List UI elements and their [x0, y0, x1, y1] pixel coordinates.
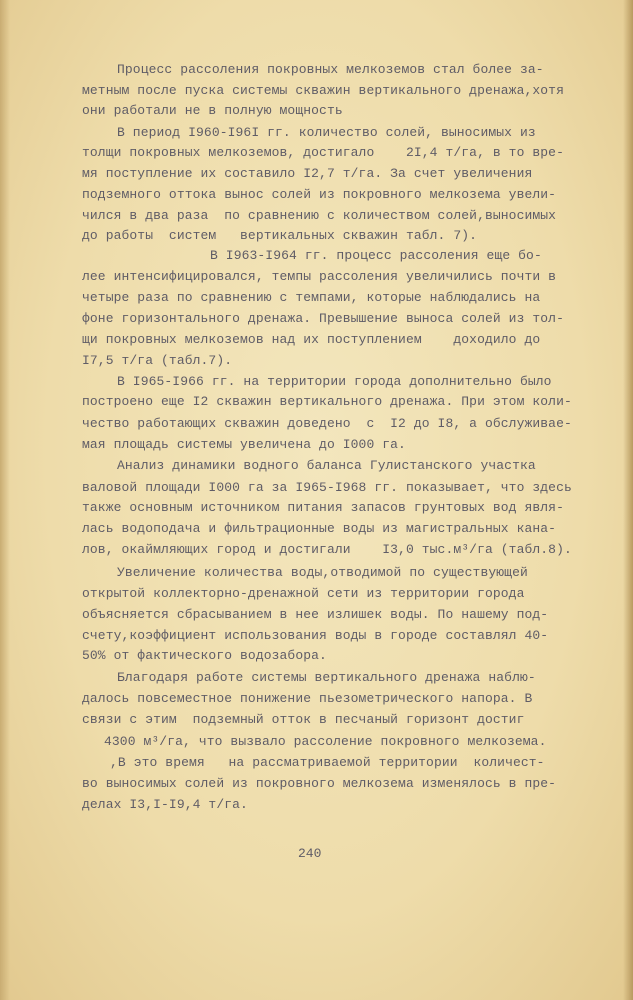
text-line: лее интенсифицировался, темпы рассоления увеличились почти в: [82, 269, 557, 284]
text-line: во выносимых солей из покровного мелкозема изменялось в пре-: [82, 776, 557, 791]
text-line: фоне горизонтального дренажа. Превышение выноса солей из тол-: [82, 311, 564, 326]
text-line: далось повсеместное понижение пьезометрического напора. В: [82, 691, 533, 706]
text-line: объясняется сбрасыванием в нее излишек воды. По нашему под-: [82, 607, 549, 622]
text-line: валовой площади I000 га за I965-I968 гг. показывает, что здесь: [82, 480, 572, 495]
text-line: ,В это время на рассматриваемой территории количест-: [110, 755, 545, 770]
text-line: открытой коллекторно-дренажной сети из территории города: [82, 586, 525, 601]
text-line: также основным источником питания запасов грунтовых вод явля-: [82, 500, 564, 515]
text-line: Процесс рассоления покровных мелкоземов стал более за-: [117, 62, 544, 77]
text-line: до работы систем вертикальных скважин табл. 7).: [82, 228, 478, 243]
text-line: В I963-I964 гг. процесс рассоления еще бо-: [210, 248, 542, 263]
text-line: связи с этим подземный отток в песчаный горизонт достиг: [82, 712, 525, 727]
text-line: 50% от фактического водозабора.: [82, 648, 327, 663]
text-line: Увеличение количества воды,отводимой по существующей: [117, 565, 528, 580]
text-line: Благодаря работе системы вертикального дренажа наблю-: [117, 670, 536, 685]
text-line: толщи покровных мелкоземов, достигало 2I,4 т/га, в то вре-: [82, 145, 564, 160]
text-line: чество работающих скважин доведено с I2 до I8, а обслуживае-: [82, 416, 572, 431]
page-edge-left: [0, 0, 10, 1000]
text-line: делах I3,I-I9,4 т/га.: [82, 797, 248, 812]
text-line: счету,коэффициент использования воды в городе составлял 40-: [82, 628, 549, 643]
text-line: метным после пуска системы скважин вертикального дренажа,хотя: [82, 83, 564, 98]
text-line: построено еще I2 скважин вертикального дренажа. При этом коли-: [82, 394, 572, 409]
text-line: мая площадь системы увеличена до I000 га.: [82, 437, 406, 452]
text-line: Анализ динамики водного баланса Гулистанского участка: [117, 458, 536, 473]
text-line: лась водоподача и фильтрационные воды из магистральных кана-: [82, 521, 557, 536]
page-number: 240: [298, 846, 322, 861]
text-line: чился в два раза по сравнению с количеством солей,выносимых: [82, 208, 557, 223]
text-line: они работали не в полную мощность: [82, 103, 343, 118]
text-line: четыре раза по сравнению с темпами, которые наблюдались на: [82, 290, 541, 305]
text-line: подземного оттока вынос солей из покровного мелкозема увели-: [82, 187, 557, 202]
text-line: В период I960-I96I гг. количество солей, выносимых из: [117, 125, 536, 140]
text-line: лов, окаймляющих город и достигали I3,0 тыс.м³/га (табл.8).: [82, 542, 572, 557]
text-line: щи покровных мелкоземов над их поступлением доходило до: [82, 332, 541, 347]
text-line: мя поступление их составило I2,7 т/га. За счет увеличения: [82, 166, 533, 181]
text-line: I7,5 т/га (табл.7).: [82, 353, 233, 368]
text-line: В I965-I966 гг. на территории города дополнительно было: [117, 374, 552, 389]
page-edge-right: [623, 0, 633, 1000]
text-line: 4300 м³/га, что вызвало рассоление покровного мелкозема.: [104, 734, 547, 749]
